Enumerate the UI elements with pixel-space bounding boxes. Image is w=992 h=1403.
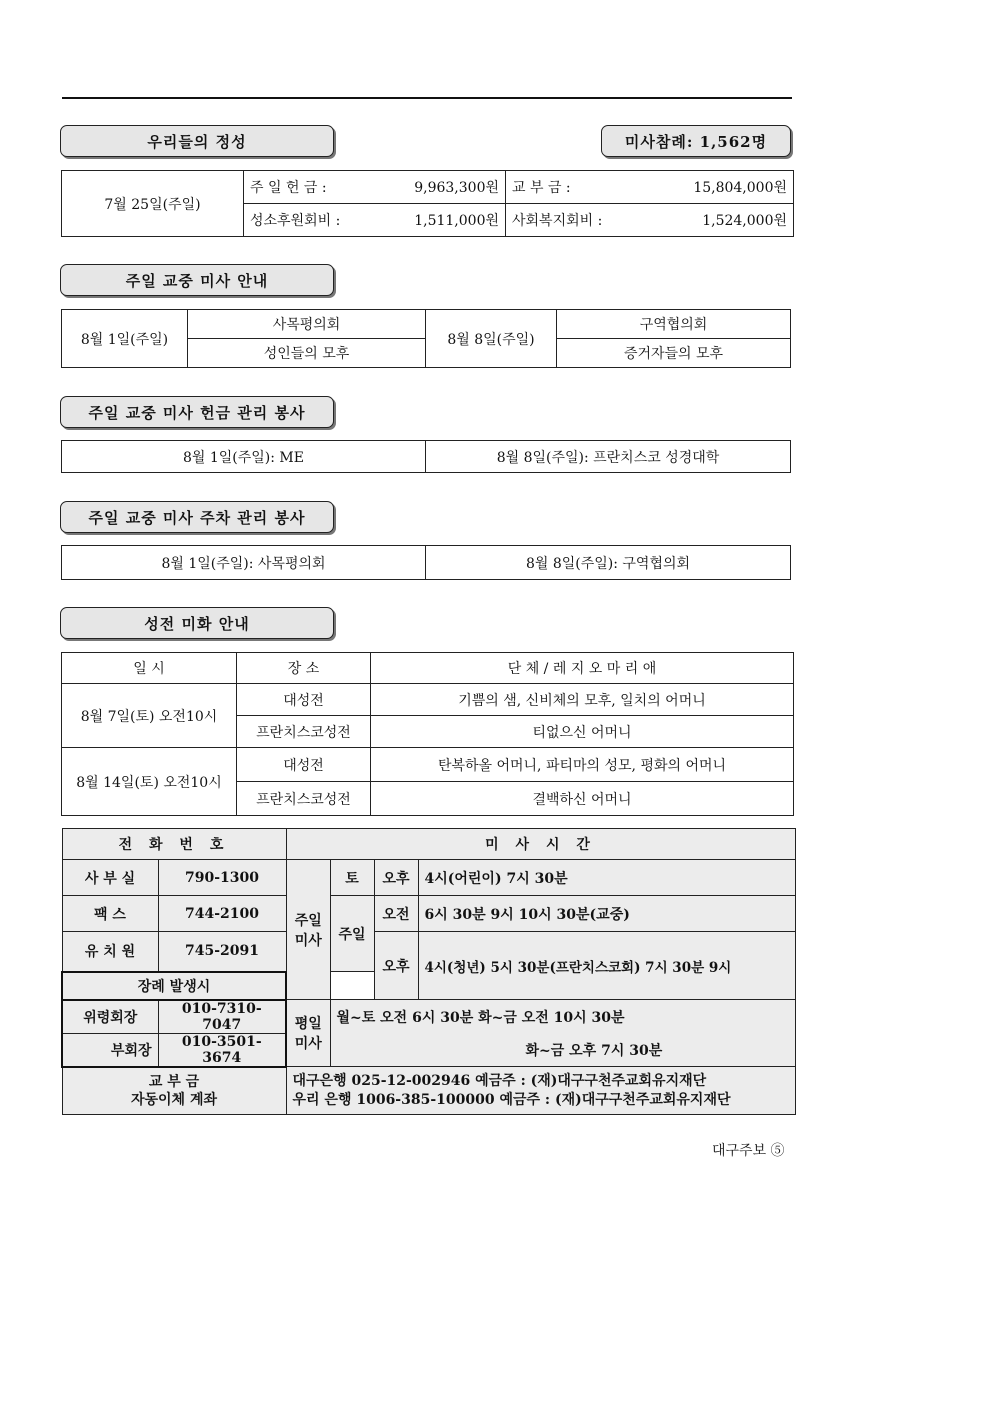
phone-number: 790-1300 [158,860,286,896]
mass-guide-2a: 구역협의회 [557,310,791,339]
funeral-contact-name: 위령회장 [62,1000,158,1034]
phone-header: 전 화 번 호 [62,829,286,860]
mass-guide-table [61,309,791,368]
sunday-label: 주일 [330,896,374,972]
cleaning-date-2: 8월 14일(토) 오전10시 [62,748,237,816]
weekday-times-2: 화~금 오후 7시 30분 [330,1033,795,1067]
cleaning-team: 탄복하올 어머니, 파티마의 성모, 평화의 어머니 [371,748,794,782]
mass-guide-1b: 성인들의 모후 [188,339,426,368]
phone-number: 745-2091 [158,932,286,972]
weekday-mass-label: 평일 미사 [286,1000,330,1067]
cleaning-place: 대성전 [237,684,371,716]
parking-table [61,545,791,580]
bank-account-1: 대구은행 025-12-002946 예금주 : (재)대구구천주교회유지재단 [292,1073,707,1090]
weekday-times-1: 월~토 오전 6시 30분 화~금 오전 10시 30분 [330,1000,795,1034]
attendance-badge: 미사참례: 1,562명 [601,125,791,157]
pm-label: 오후 [374,932,418,1000]
mass-guide-date-1: 8월 1일(주일) [62,310,188,368]
funeral-contact-number: 010-3501-3674 [158,1033,286,1067]
mass-guide-2b: 증거자들의 모후 [557,339,791,368]
cleaning-header-place: 장 소 [237,653,371,684]
cleaning-title: 성전 미화 안내 [60,607,334,639]
cleaning-date-1: 8월 7일(토) 오전10시 [62,684,237,748]
cleaning-team: 티없으신 어머니 [371,716,794,748]
offering-table [61,170,794,237]
pm-label: 오후 [374,860,418,896]
cleaning-header-team: 단 체 / 레 지 오 마 리 애 [371,653,794,684]
funeral-title: 장례 발생시 [62,972,286,1000]
phone-number: 744-2100 [158,896,286,932]
top-rule [62,97,792,99]
offering-row-2-right: 사회복지회비 : 1,524,000원 [506,204,794,237]
cleaning-place: 프란치스코성전 [237,716,371,748]
funeral-contact-number: 010-7310-7047 [158,1000,286,1034]
offering-row-2-left: 성소후원회비 : 1,511,000원 [244,204,506,237]
collection-table [61,440,791,473]
phone-name: 유 치 원 [62,932,158,972]
cleaning-place: 대성전 [237,748,371,782]
phone-name: 팩 스 [62,896,158,932]
saturday-pm-times: 4시(어린이) 7시 30분 [418,860,795,896]
bank-label: 교 부 금 자동이체 계좌 [62,1067,286,1115]
saturday-label: 토 [330,860,374,896]
offering-row-1-right: 교 부 금 : 15,804,000원 [506,171,794,204]
cleaning-header-date: 일 시 [62,653,237,684]
funeral-contact-name: 부회장 [62,1033,158,1067]
offering-title: 우리들의 정성 [60,125,334,157]
mass-guide-title: 주일 교중 미사 안내 [60,264,334,296]
sunday-am-times: 6시 30분 9시 10시 30분(교중) [418,896,795,932]
mass-time-header: 미 사 시 간 [286,829,795,860]
sunday-mass-label: 주일 미사 [286,860,330,1000]
bank-accounts [286,1067,795,1115]
cleaning-team: 기쁨의 샘, 신비체의 모후, 일치의 어머니 [371,684,794,716]
bank-account-2: 우리 은행 1006-385-100000 예금주 : (재)대구구천주교회유지재단 [292,1091,731,1108]
cleaning-place: 프란치스코성전 [237,782,371,816]
mass-guide-1a: 사목평의회 [188,310,426,339]
collection-title: 주일 교중 미사 헌금 관리 봉사 [60,396,334,428]
sunday-pm-times: 4시(청년) 5시 30분(프란치스코회) 7시 30분 9시 [418,932,795,1000]
parking-cell-1: 8월 1일(주일): 사목평의회 [62,546,426,580]
parking-cell-2: 8월 8일(주일): 구역협의회 [426,546,791,580]
mass-guide-date-2: 8월 8일(주일) [426,310,557,368]
page-footer: 대구주보 ⑤ [712,1143,785,1159]
parking-title: 주일 교중 미사 주차 관리 봉사 [60,501,334,533]
am-label: 오전 [374,896,418,932]
cleaning-team: 결백하신 어머니 [371,782,794,816]
info-table [61,828,796,1115]
collection-cell-2: 8월 8일(주일): 프란치스코 성경대학 [426,441,791,473]
offering-row-1-left: 주 일 헌 금 : 9,963,300원 [244,171,506,204]
phone-name: 사 부 실 [62,860,158,896]
offering-date: 7월 25일(주일) [62,171,244,237]
collection-cell-1: 8월 1일(주일): ME [62,441,426,473]
cleaning-table [61,652,794,816]
